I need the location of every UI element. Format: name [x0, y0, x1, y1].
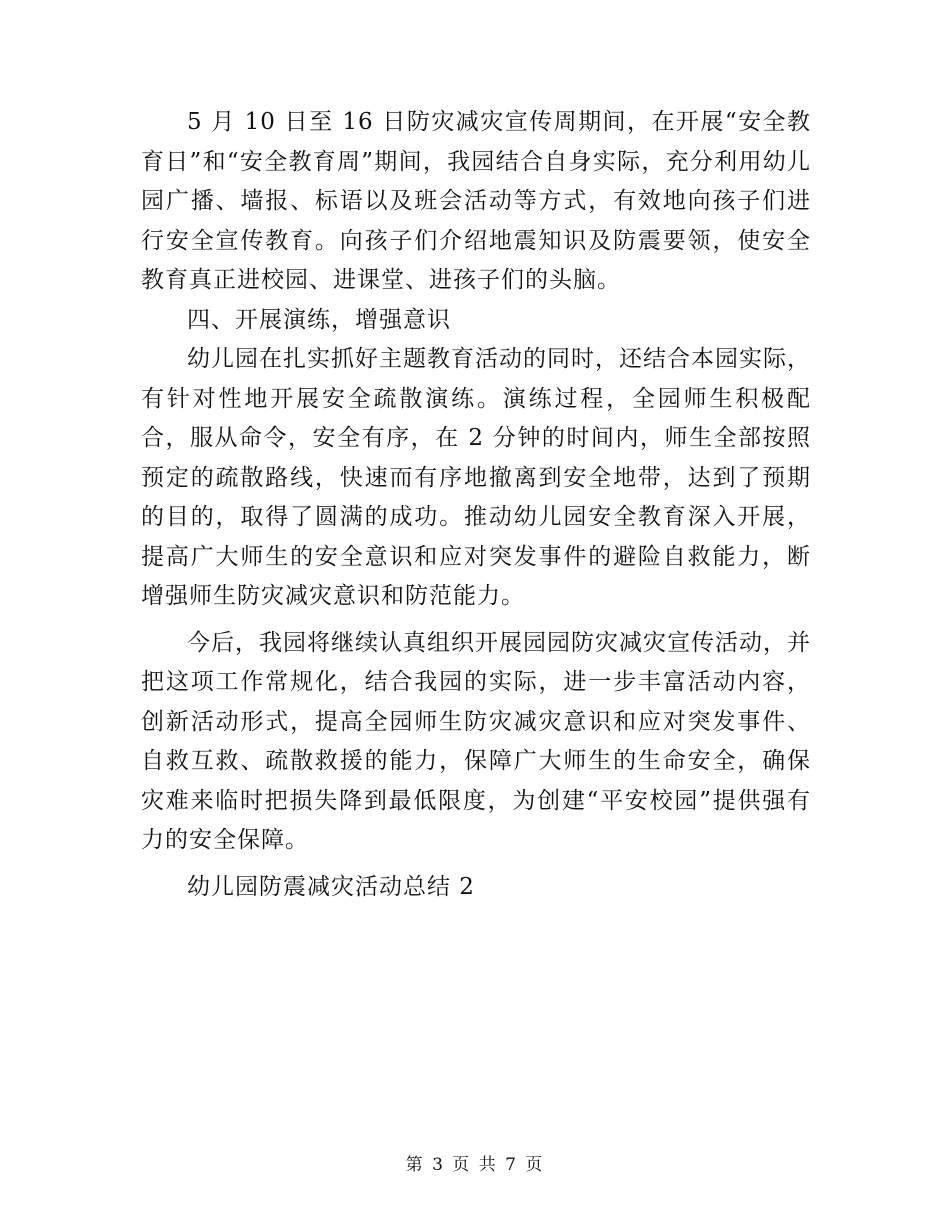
document-body — [141, 103, 811, 907]
page-number-footer: 第 3 页 共 7 页 — [405, 1155, 545, 1175]
paragraph-publicity-week: 5 月 10 日至 16 日防灾减灾宣传周期间，在开展“安全教育日”和“安全教育周”期间，我园结合自身实际，充分利用幼儿园广播、墙报、标语以及班会活动等方式，有效地向孩子们进行安全宣传教育。向孩子们介绍地震知识及防震要领，使安全教育真正进校园、进课堂、进孩子们的头脑。 — [141, 109, 811, 293]
summary-title-2: 幼儿园防震减灾活动总结 2 — [187, 873, 475, 900]
paragraph-evacuation-drill: 幼儿园在扎实抓好主题教育活动的同时，还结合本园实际，有针对性地开展安全疏散演练。演练过程，全园师生积极配合，服从命令，安全有序，在 2 分钟的时间内，师生全部按照预定的疏散路线，快速而有序地撤离到安全地带，达到了预期的目的，取得了圆满的成功。推动幼儿园安全教育深入开展，提高广大师生的安全意识和应对突发事件的避险自救能力，断增强师生防灾减灾意识和防范能力。 — [141, 346, 811, 609]
paragraph-future-plans: 今后，我园将继续认真组织开展园园防灾减灾宣传活动，并把这项工作常规化，结合我园的实际，进一步丰富活动内容，创新活动形式，提高全园师生防灾减灾意识和应对突发事件、自救互救、疏散救援的能力，保障广大师生的生命安全，确保灾难来临时把损失降到最低限度，为创建“平安校园”提供强有力的安全保障。 — [141, 629, 811, 853]
section-heading-drill: 四、开展演练，增强意识 — [187, 306, 451, 333]
